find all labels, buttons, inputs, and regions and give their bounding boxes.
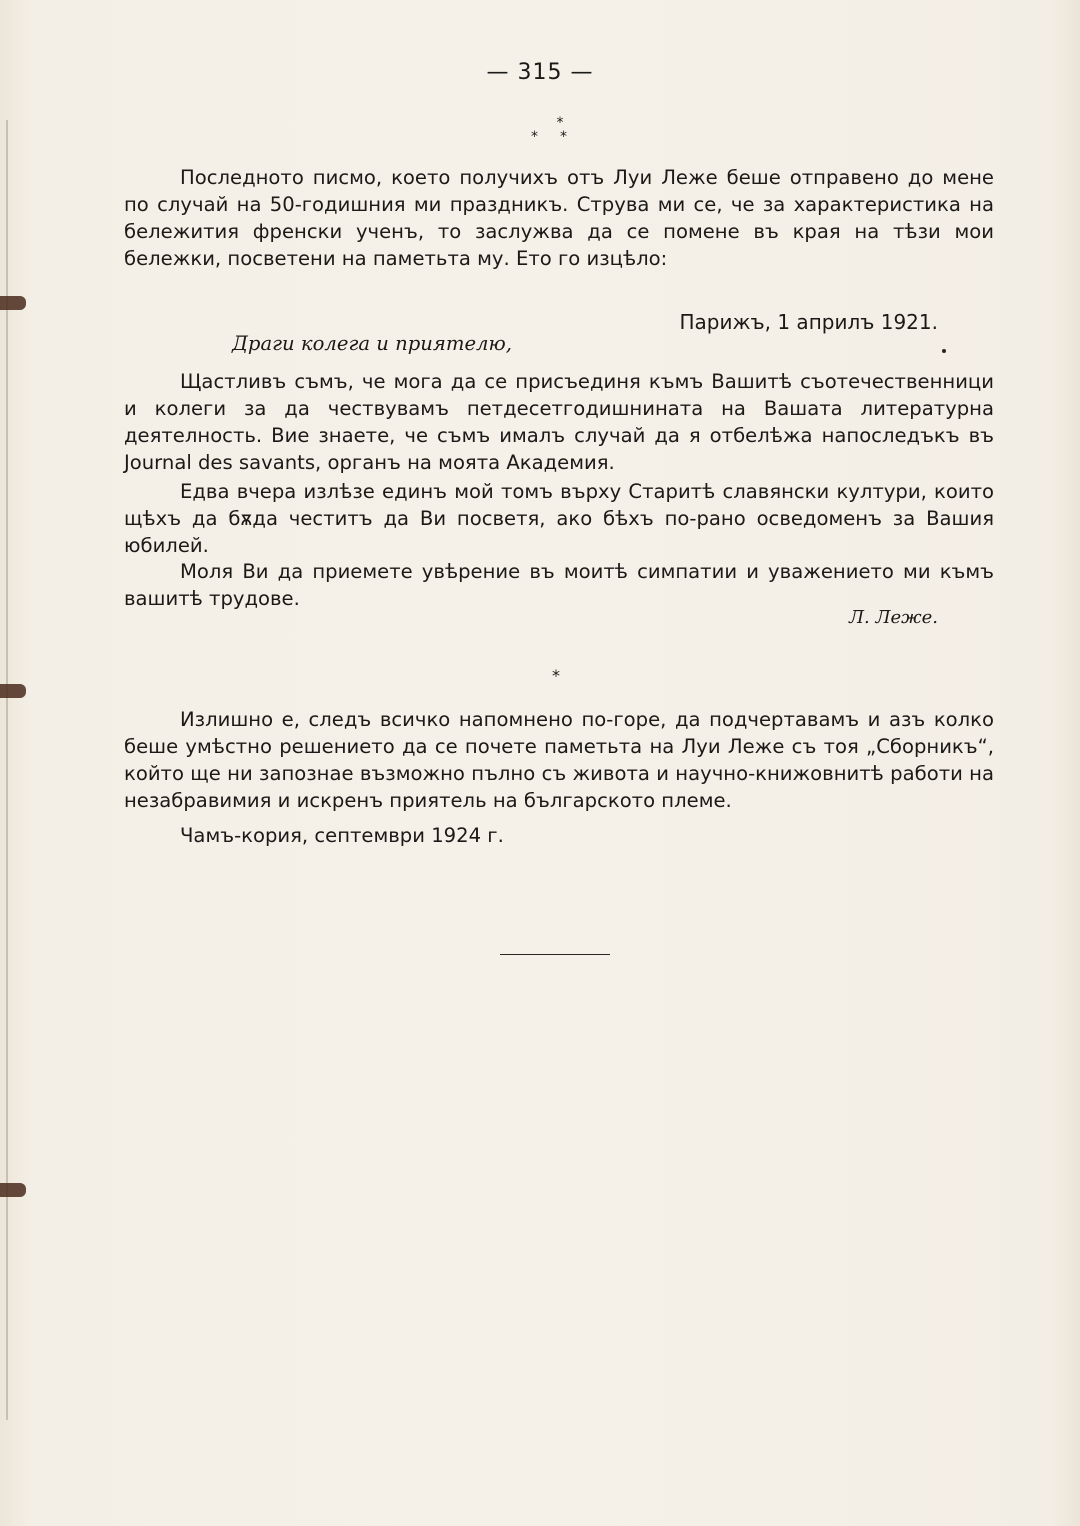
section-asterism bbox=[0, 116, 1080, 144]
letter-paragraph: Едва вчера излѣзе единъ мой томъ върху Старитѣ славянски култури, които щѣхъ да бѫда честитъ да Ви посветя, ако бѣхъ по-рано осведоменъ за Вашия юбилей. bbox=[124, 480, 994, 557]
asterism-top: * bbox=[556, 115, 564, 131]
binding-tab-mark bbox=[0, 1183, 26, 1197]
closing-paragraph: Излишно е, следъ всичко напомнено по-горе, да подчертавамъ и азъ колко беше умѣстно решението да се почете паметьта на Луи Леже съ тоя „Сборникъ“, който ще ни запознае възможно пълно съ живота и научно-книжовнитѣ работи на незабравимия и искренъ приятель на българското племе. bbox=[124, 708, 994, 812]
intro-paragraph: Последното писмо, което получихъ отъ Луи Леже беше отправено до мене по случай на 50-годишния ми праздникъ. Струва ми се, че за характеристика на бележития френски ученъ, то заслужва да се помене въ края на тѣзи мои бележки, посветени на паметьта му. Ето го изцѣло: bbox=[124, 166, 994, 270]
binding-tab-mark bbox=[0, 684, 26, 698]
letter-signature: Л. Леже. bbox=[849, 607, 938, 628]
ink-speck bbox=[942, 349, 946, 353]
section-divider-star: * bbox=[552, 666, 560, 685]
page-number: — 315 — bbox=[486, 60, 594, 85]
letter-place-date: Парижъ, 1 априлъ 1921. bbox=[679, 310, 938, 334]
binding-tab-mark bbox=[0, 296, 26, 310]
letter-salutation: Драги колега и приятелю, bbox=[232, 332, 513, 355]
asterism-bottom: ** bbox=[531, 129, 589, 145]
closing-rule bbox=[500, 954, 610, 955]
letter-paragraph: Моля Ви да приемете увѣрение въ моитѣ симпатии и уважението ми къмъ вашитѣ трудове. bbox=[124, 560, 994, 610]
binding-edge bbox=[6, 120, 8, 1420]
letter-paragraph: Щастливъ съмъ, че мога да се присъединя къмъ Вашитѣ съотечественници и колеги за да чествувамъ петдесетгодишнината на Вашата литературна деятелность. Вие знаете, че съмъ ималъ случай да я отбелѣжа напоследъкъ въ Journal des savants, органъ на моята Академия. bbox=[124, 370, 994, 474]
closing-place-date: Чамъ-кория, септември 1924 г. bbox=[180, 824, 504, 847]
